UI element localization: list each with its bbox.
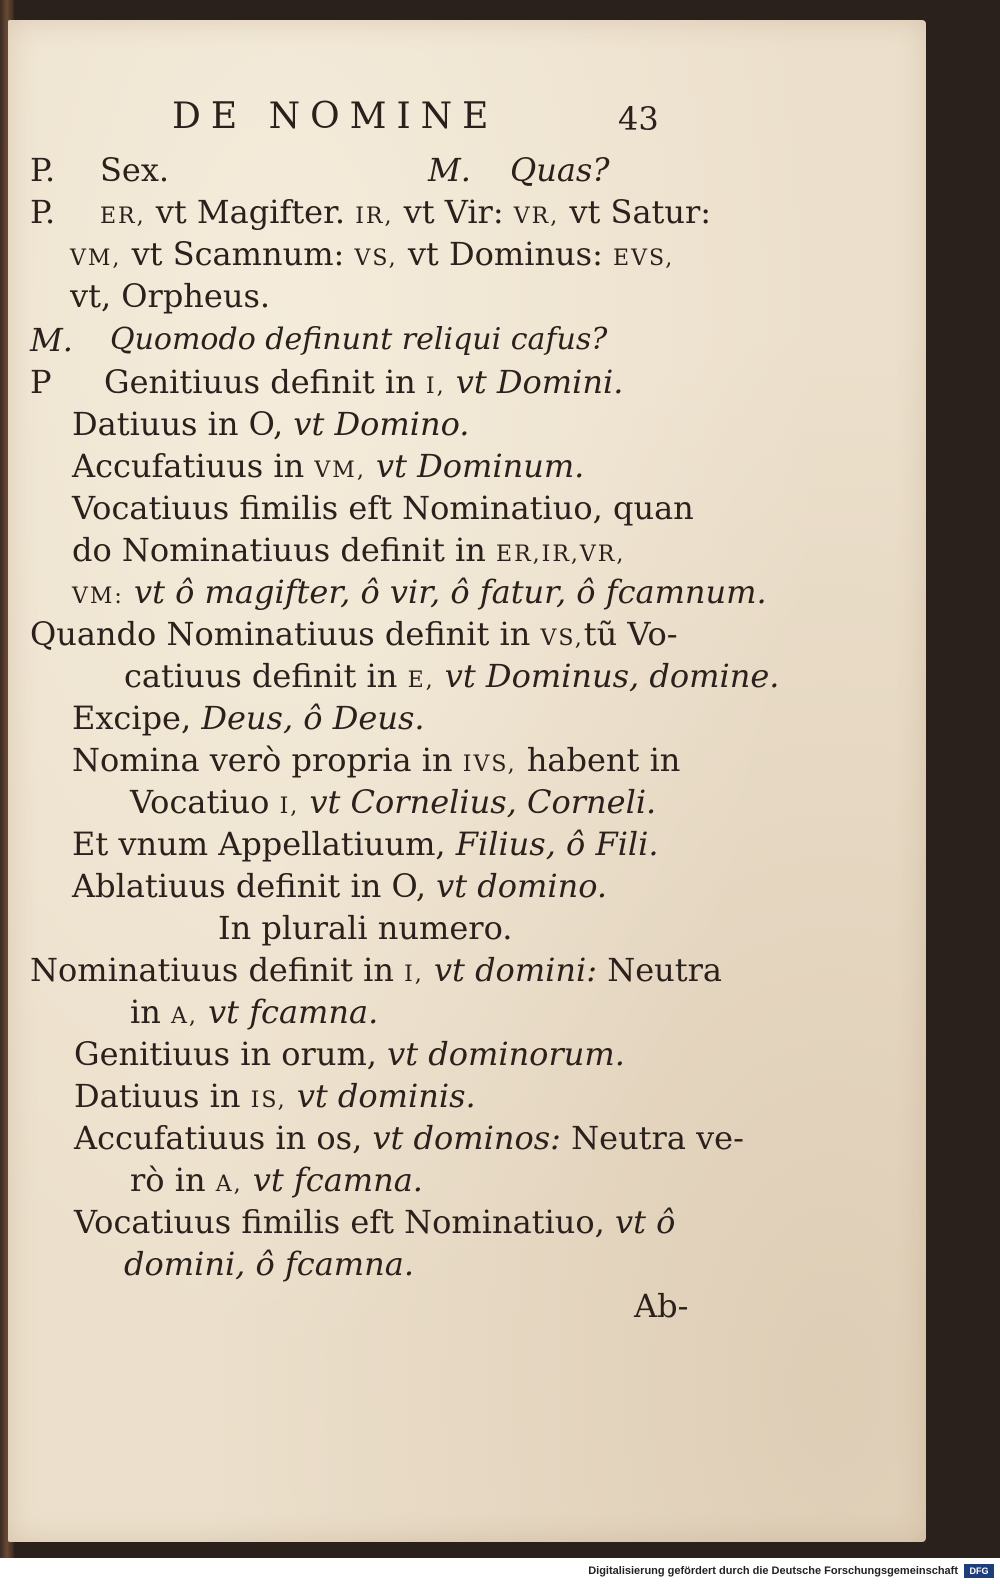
text-line — [30, 192, 55, 232]
text-line: Accufatiuus in os, vt dominos: Neutra ve- — [74, 1119, 744, 1157]
text-line: Vocatiuus fimilis eft Nominatiuo, vt ô — [74, 1203, 676, 1241]
footer-bar — [0, 1558, 1000, 1584]
text-line — [100, 150, 169, 190]
section-heading: In plurali numero. — [218, 909, 513, 947]
text-line: rò in A, vt fcamna. — [130, 1161, 423, 1199]
text-line: catiuus definit in E, vt Dominus, domine. — [124, 657, 780, 695]
text-segment: Sex. — [100, 151, 170, 189]
text-line — [30, 362, 52, 402]
text-line: Datiuus in O, vt Domino. — [72, 405, 470, 443]
text-line — [30, 320, 73, 360]
text-line: do Nominatiuus definit in ER,IR,VR, — [72, 531, 626, 569]
text-line: Quomodo definunt reliqui cafus? — [110, 322, 608, 357]
running-title: DE NOMINE — [172, 96, 499, 137]
text-line: Genitiuus definit in I, vt Domini. — [104, 363, 624, 401]
text-line — [428, 150, 471, 190]
speaker-label: M. — [30, 321, 73, 359]
text-line: Nominatiuus definit in I, vt domini: Neutra — [30, 951, 722, 989]
speaker-label: P. — [30, 151, 56, 189]
text-line: Vocatiuo I, vt Cornelius, Corneli. — [130, 783, 657, 821]
text-line: Datiuus in IS, vt dominis. — [74, 1077, 476, 1115]
catchword: Ab- — [634, 1287, 689, 1325]
funding-credit: Digitalisierung gefördert durch die Deutsche Forschungsgemeinschaft — [588, 1565, 958, 1577]
text-line: ER, vt Magifter. IR, vt Vir: VR, vt Satur: — [100, 193, 712, 231]
speaker-label: P — [30, 363, 52, 401]
text-line: Vocatiuus fimilis eft Nominatiuo, quan — [72, 489, 694, 527]
text-line — [510, 150, 610, 190]
text-segment: Quas? — [510, 151, 610, 189]
text-line: Ablatiuus definit in O, vt domino. — [72, 867, 608, 905]
text-line: domini, ô fcamna. — [124, 1245, 414, 1283]
text-line: Accufatiuus in VM, vt Dominum. — [72, 447, 585, 485]
text-line — [30, 150, 55, 190]
dfg-logo: DFG — [964, 1564, 994, 1578]
text-line: Quando Nominatiuus definit in VS,tũ Vo- — [30, 615, 678, 653]
page-number: 43 — [618, 100, 659, 138]
text-line: Et vnum Appellatiuum, Filius, ô Fili. — [72, 825, 659, 863]
text-line: VM: vt ô magifter, ô vir, ô fatur, ô fcamnum. — [72, 573, 767, 611]
text-line: VM, vt Scamnum: VS, vt Dominus: EVS, — [70, 235, 675, 273]
text-line: vt, Orpheus. — [70, 277, 271, 315]
speaker-label: P. — [30, 193, 56, 231]
text-line: Genitiuus in orum, vt dominorum. — [74, 1035, 625, 1073]
text-line: Excipe, Deus, ô Deus. — [72, 699, 425, 737]
speaker-label: M. — [428, 151, 471, 189]
text-line: in A, vt fcamna. — [130, 993, 379, 1031]
text-line: Nomina verò propria in IVS, habent in — [72, 741, 681, 779]
